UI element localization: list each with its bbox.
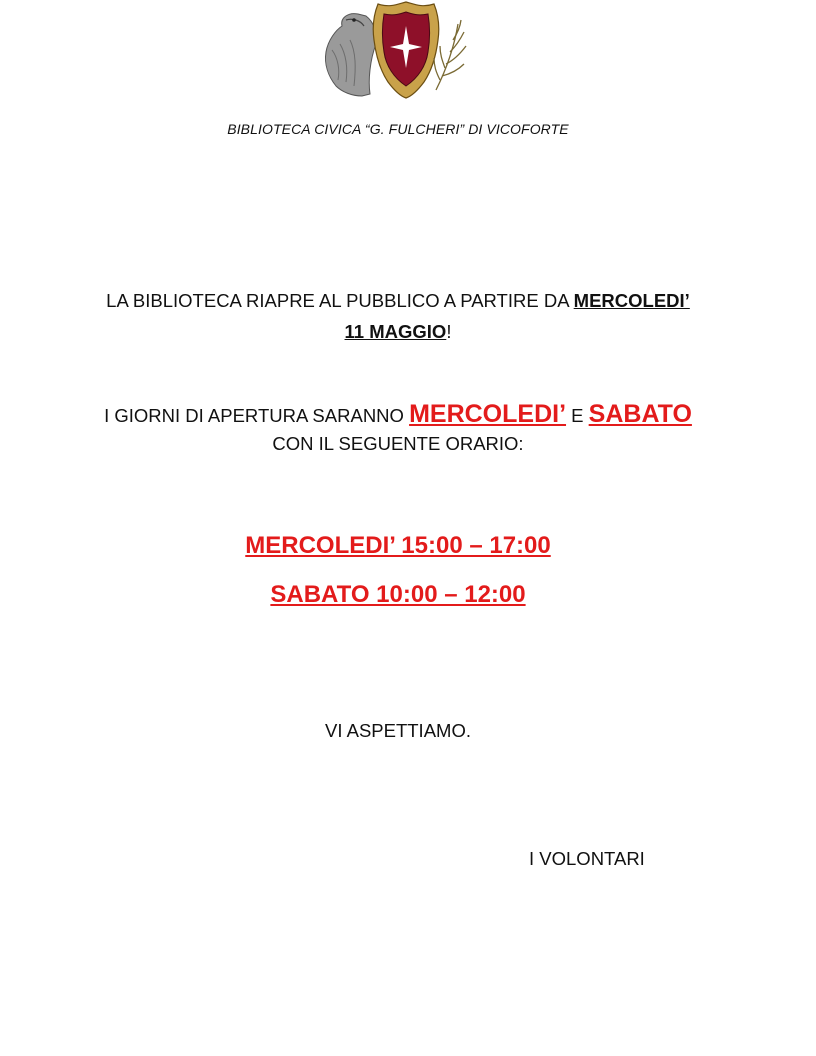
reopening-announcement xyxy=(0,285,796,347)
opening-day-wednesday: MERCOLEDI’ xyxy=(409,400,567,428)
announcement-date: 11 MAGGIO xyxy=(344,321,447,342)
coat-of-arms-logo xyxy=(318,0,470,104)
schedule-wednesday: MERCOLEDI’ 15:00 – 17:00 xyxy=(245,532,551,559)
announcement-exclamation: ! xyxy=(446,321,452,342)
opening-days-followup: CON IL SEGUENTE ORARIO: xyxy=(272,433,524,454)
opening-day-saturday: SABATO xyxy=(588,400,692,428)
opening-days-conjunction: E xyxy=(566,405,589,426)
opening-days-intro: I GIORNI DI APERTURA SARANNO xyxy=(104,405,410,426)
signature: I VOLONTARI xyxy=(529,848,645,869)
library-name-heading: BIBLIOTECA CIVICA “G. FULCHERI” DI VICOFORTE xyxy=(227,121,569,137)
eagle-icon xyxy=(325,14,376,96)
opening-hours-schedule xyxy=(0,521,796,619)
announcement-weekday: MERCOLEDI’ xyxy=(573,290,690,311)
announcement-text: LA BIBLIOTECA RIAPRE AL PUBBLICO A PARTIRE DA xyxy=(106,290,574,311)
opening-days-paragraph xyxy=(0,396,796,454)
schedule-saturday: SABATO 10:00 – 12:00 xyxy=(270,581,526,608)
closing-greeting: VI ASPETTIAMO. xyxy=(325,720,471,741)
